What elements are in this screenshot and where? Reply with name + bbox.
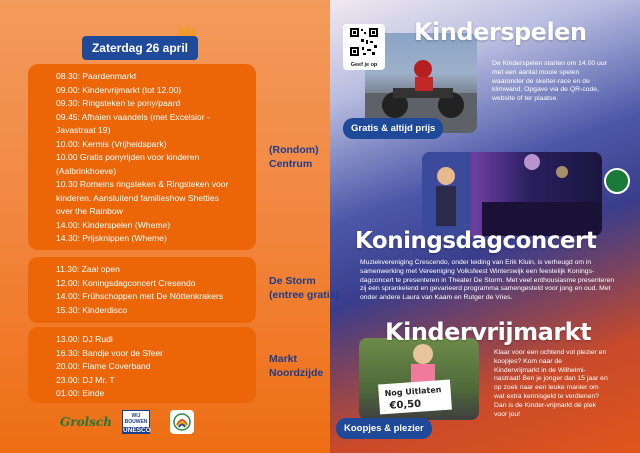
svg-text:Nog Uitlaten: Nog Uitlaten (384, 385, 442, 399)
schedule-item: 09.00: Kindervrijmarkt (tot 12.00) (56, 84, 182, 95)
unesco-logo (122, 410, 150, 434)
schedule-item: over the Rainbow (56, 206, 123, 216)
schedule-item: 09.45: Afhalen vaandels (met Excelsior - (56, 111, 210, 122)
schedule-item: 10.30 Romeins ringsteken & Ringsteken voor (56, 179, 229, 189)
round-seal-icon (604, 168, 630, 194)
concert-photo (422, 152, 602, 236)
location-line: Noordzijde (269, 367, 324, 379)
schedule-box-centrum (28, 64, 256, 250)
kindervrijmarkt-description: Klaar voor een ochtend vol plezier en koopjes? Kom naar de Kindervrijmarkt in de Wilhelmi-nastraat! Ben je jonger dan 15 jaar en op zoek naar een leuke manier om wat extra kennisgeld te verdienen? Dan is de Kinder-vrijmarkt dé plek voor jou! (494, 349, 608, 418)
family-icon (173, 413, 191, 431)
location-markt (269, 352, 323, 380)
schedule-item: 10.00 Gratis ponyrijden voor kinderen (56, 152, 200, 162)
schedule-item: 14.30: Prijsknippen (Wheme) (56, 233, 167, 243)
kindervrijmarkt-title: Kindervrijmarkt (385, 318, 592, 346)
schedule-item: 16.30: Bandje voor de Sfeer (56, 347, 164, 358)
koningsdagconcert-description: Muziekvereniging Crescendo, onder leiding van Erik Kluin, is verheugd om in samenwerking met Vereeniging Volksfeest Winterswijk een feestelijk Konings-dagconcert te presenteren in Theater De Storm. Met veel enthousiasme presenteren zij een sprankelend en gevarieerd programma samengesteld voor jong en oud. Met onder andere Laura van Kaam en Rutger de Vries. (360, 259, 615, 302)
schedule-item: 14.00: Frühschoppen met De Nöttenkrakers (56, 291, 224, 301)
family-logo (170, 410, 194, 434)
schedule-box-markt (28, 327, 256, 403)
unesco-logo-top: WIJ BOUWEN (124, 413, 148, 425)
concert-scene-icon (422, 152, 602, 236)
schedule-item: 10.00: Kermis (Vrijheidspark) (56, 138, 167, 149)
schedule-item: 14.00: Kinderspelen (Wheme) (56, 219, 171, 230)
schedule-item: 13.00: DJ Rudi (56, 334, 113, 344)
location-centrum (269, 143, 319, 171)
vrijmarkt-photo (359, 338, 479, 420)
qr-label: Geef je op (350, 62, 378, 68)
qr-code-icon (349, 27, 379, 57)
schedule-item: Javastraat 19) (56, 125, 111, 135)
schedule-item: kinderen. Aansluitend familieshow Shetties (56, 192, 219, 203)
kinderspelen-description: De Kinderspelen starten om 14.00 uur met een aantal mooie spelen waaronder de skelter-race en de klimwand. Opgave via de QR-code, website of ter plaatse. (492, 60, 607, 103)
schedule-item: 08.30: Paardenmarkt (56, 71, 137, 81)
koningsdagconcert-title: Koningsdagconcert (355, 228, 597, 254)
sponsor-logos (60, 410, 194, 434)
qr-code-card[interactable] (343, 24, 385, 70)
svg-text:€0,50: €0,50 (389, 398, 422, 412)
vrijmarkt-scene-icon (359, 338, 479, 420)
schedule-box-de-storm (28, 257, 256, 323)
kinderspelen-title: Kinderspelen (414, 18, 587, 46)
schedule-item: 23.00: DJ Mr. T (56, 374, 115, 385)
schedule-item: 09.30: Ringsteken te pony/paard (56, 98, 181, 108)
schedule-item: 01.00: Einde (56, 388, 105, 398)
schedule-item: 20.00: Flame Coverband (56, 361, 151, 371)
location-line: De Storm (269, 275, 316, 287)
location-line: (Rondom) (269, 144, 319, 156)
schedule-item: 12.00: Koningsdagconcert Cresendo (56, 277, 196, 288)
location-line: (entree gratis) (269, 289, 340, 301)
schedule-item: (Aalbrinkhoeve) (56, 165, 117, 176)
schedule-item: 15.30: Kinderdisco (56, 304, 128, 315)
location-de-storm (269, 274, 339, 302)
kindervrijmarkt-badge: Koopjes & plezier (336, 418, 432, 439)
schedule-item: 11.30: Zaal open (56, 264, 120, 274)
grolsch-logo: Grolsch (60, 415, 112, 429)
location-line: Centrum (269, 158, 313, 170)
kinderspelen-badge: Gratis & altijd prijs (343, 118, 443, 139)
unesco-logo-main: UNESCO (123, 427, 151, 434)
date-header: Zaterdag 26 april (82, 36, 198, 60)
location-line: Markt (269, 353, 298, 365)
